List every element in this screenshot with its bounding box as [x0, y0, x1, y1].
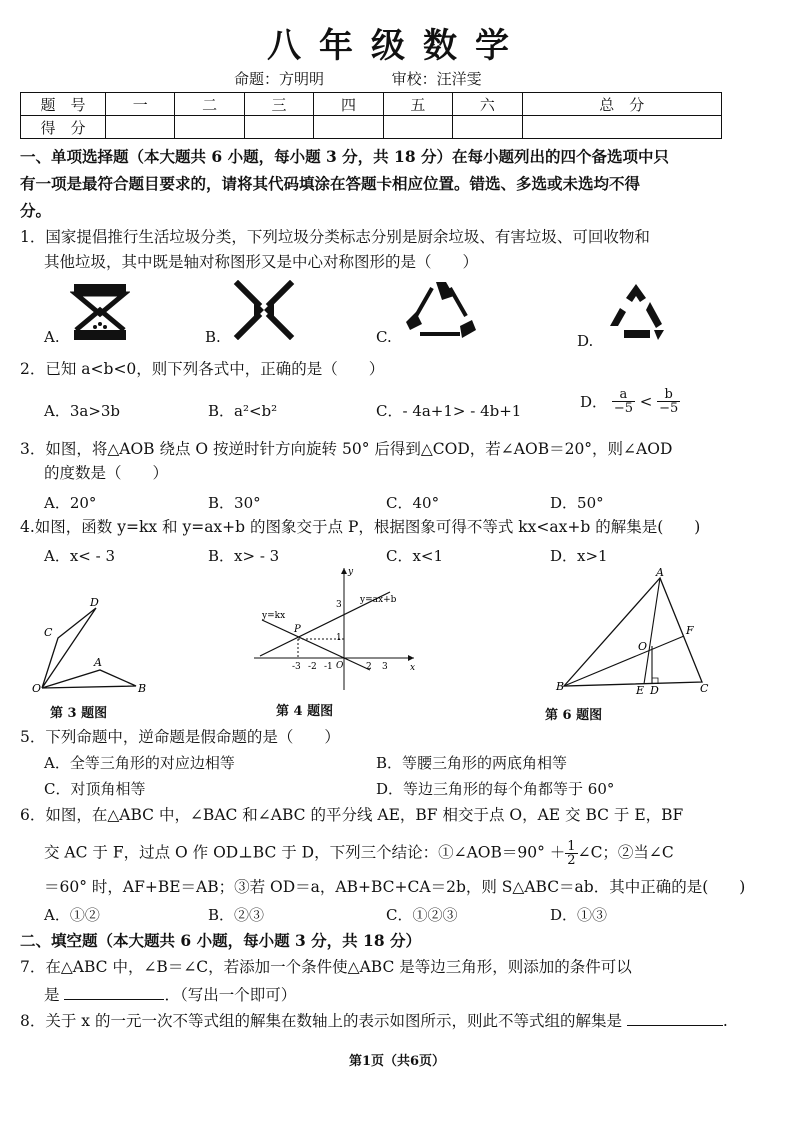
- q1-option-c: C.: [376, 328, 392, 346]
- q8-stem-end: .: [722, 1012, 728, 1030]
- fig6-label-e: E: [636, 684, 645, 696]
- page-footer: 第1页（共6页）: [348, 1054, 446, 1069]
- score-input-cell[interactable]: [244, 116, 313, 139]
- figure-3: [30, 592, 160, 700]
- q1-option-b: B.: [205, 328, 221, 346]
- score-cell: 六: [453, 93, 522, 116]
- fig4-tick: 3: [382, 662, 388, 672]
- fig4-axis-x: x: [410, 663, 416, 673]
- fig6-label-d: D: [650, 684, 659, 696]
- reviewer: 审校：汪洋雯: [391, 70, 482, 88]
- score-table: [20, 92, 722, 139]
- author-line: [234, 68, 486, 89]
- numerator: b: [657, 388, 680, 402]
- fig3-caption: 第 3 题图: [50, 706, 108, 721]
- fig4-tick: -2: [308, 662, 317, 672]
- q2-stem: 2．已知 a<b<0，则下列各式中，正确的是（ ）: [20, 360, 385, 378]
- fig6-label-a: A: [656, 566, 664, 579]
- score-cell: 五: [383, 93, 452, 116]
- q1-stem: 其他垃圾，其中既是轴对称图形又是中心对称图形的是（ ）: [44, 253, 479, 271]
- q2-d-label: D．: [580, 393, 608, 411]
- q2-option-c: C．- 4a+1> - 4b+1: [376, 402, 522, 420]
- q2-option-d: [580, 388, 680, 415]
- score-input-cell[interactable]: [383, 116, 452, 139]
- q8-answer-blank[interactable]: [627, 1011, 723, 1026]
- score-input-cell[interactable]: [453, 116, 522, 139]
- fig6-label-c: C: [700, 682, 709, 695]
- score-cell: 得 分: [21, 116, 106, 139]
- score-input-cell[interactable]: [314, 116, 383, 139]
- q6-stem: [44, 840, 674, 867]
- q3-stem: 的度数是（ ）: [44, 464, 169, 482]
- score-cell: 三: [244, 93, 313, 116]
- score-cell: 总 分: [522, 93, 721, 116]
- q2-fraction: [612, 388, 635, 415]
- q3-option-b: B．30°: [208, 494, 261, 512]
- q6-option-a: A．①②: [44, 906, 100, 924]
- fig4-caption: 第 4 题图: [276, 704, 334, 719]
- q6-stem: ＝60° 时，AF+BE＝AB；③若 OD＝a，AB+BC+CA＝2b，则 S△ABC＝ab．其中正确的是( ): [44, 878, 746, 896]
- score-input-cell[interactable]: [522, 116, 721, 139]
- q6-stem-part: 交 AC 于 F，过点 O 作 OD⊥BC 于 D，下列三个结论：①∠AOB＝90° ＋: [44, 843, 566, 862]
- denominator: −5: [613, 401, 633, 416]
- q7-stem-part: 是: [44, 986, 60, 1004]
- less-than: <: [639, 392, 653, 411]
- numerator: a: [612, 388, 635, 402]
- q3-option-a: A．20°: [44, 494, 97, 512]
- section1-header: 有一项是最符合题目要求的，请将其代码填涂在答题卡相应位置。错选、多选或未选均不得: [20, 174, 641, 193]
- other-waste-icon: [606, 280, 668, 344]
- kitchen-waste-icon: [70, 280, 130, 342]
- q3-option-c: C．40°: [386, 494, 440, 512]
- q2-fraction: [657, 388, 680, 415]
- q7-answer-blank[interactable]: [64, 985, 164, 1000]
- q5-option-d: D．等边三角形的每个角都等于 60°: [376, 780, 615, 798]
- q1-stem: 1．国家提倡推行生活垃圾分类，下列垃圾分类标志分别是厨余垃圾、有害垃圾、可回收物和: [20, 228, 650, 246]
- fig4-tick: -1: [324, 662, 333, 672]
- score-cell: 题 号: [21, 93, 106, 116]
- q6-stem-part: ∠C；②当∠C: [577, 843, 674, 862]
- score-table-header-row: [21, 93, 722, 116]
- fig4-axis-y: y: [348, 567, 354, 577]
- score-input-cell[interactable]: [175, 116, 244, 139]
- fig4-tick: 3: [336, 600, 342, 610]
- q2-option-a: A．3a>3b: [44, 402, 121, 420]
- q6-stem: 6．如图，在△ABC 中，∠BAC 和∠ABC 的平分线 AE，BF 相交于点 O，AE 交 BC 于 E，BF: [20, 806, 684, 824]
- q7-stem: [44, 984, 296, 1006]
- fig6-caption: 第 6 题图: [545, 708, 603, 723]
- fig3-label-a: A: [94, 656, 102, 669]
- q5-option-b: B．等腰三角形的两底角相等: [376, 754, 568, 772]
- figure-6: [552, 566, 722, 696]
- q7-stem-part: ．（写出一个即可）: [164, 986, 297, 1004]
- q7-stem: 7．在△ABC 中，∠B＝∠C，若添加一个条件使△ABC 是等边三角形，则添加的条件可以: [20, 958, 632, 976]
- q6-option-b: B．②③: [208, 906, 265, 924]
- section1-header: 分。: [20, 201, 52, 220]
- fig4-line-label-1: y=ax+b: [360, 595, 397, 605]
- fig4-line-label-2: y=kx: [262, 611, 286, 621]
- denominator: −5: [659, 401, 679, 416]
- q5-option-c: C．对顶角相等: [44, 780, 146, 798]
- fig6-label-b: B: [556, 680, 565, 693]
- fig4-tick: -3: [292, 662, 301, 672]
- fig6-label-f: F: [686, 624, 694, 637]
- q3-stem: 3．如图，将△AOB 绕点 O 按逆时针方向旋转 50° 后得到△COD，若∠AOB＝20°，则∠AOD: [20, 440, 673, 458]
- q3-option-d: D．50°: [550, 494, 604, 512]
- numerator: 1: [567, 839, 576, 854]
- section1-header: 一、单项选择题（本大题共 6 小题，每小题 3 分，共 18 分）在每小题列出的四个备选项中只: [20, 147, 670, 166]
- q1-option-a: A.: [44, 328, 60, 346]
- q8-stem-part: 8．关于 x 的一元一次不等式组的解集在数轴上的表示如图所示，则此不等式组的解集是: [20, 1012, 622, 1030]
- q1-option-d: D.: [577, 332, 594, 350]
- q4-option-a: A．x< - 3: [44, 547, 116, 565]
- q6-fraction: [565, 840, 577, 867]
- fig3-label-b: B: [138, 682, 147, 695]
- fig4-origin: O: [336, 661, 344, 671]
- q8-stem: [20, 1010, 728, 1032]
- fig4-label-p: P: [294, 624, 301, 635]
- fig4-tick: 2: [366, 662, 372, 672]
- fig3-label-d: D: [90, 596, 99, 609]
- score-cell: 二: [175, 93, 244, 116]
- q6-option-d: D．①③: [550, 906, 608, 924]
- section2-header: 二、填空题（本大题共 6 小题，每小题 3 分，共 18 分）: [20, 931, 422, 950]
- hazardous-waste-icon: [232, 280, 296, 340]
- q4-option-d: D．x>1: [550, 547, 608, 565]
- fig4-tick: 1: [336, 633, 342, 643]
- score-cell: 一: [106, 93, 175, 116]
- q4-option-b: B．x> - 3: [208, 547, 280, 565]
- score-input-cell[interactable]: [106, 116, 175, 139]
- fig3-label-c: C: [44, 626, 53, 639]
- q5-option-a: A．全等三角形的对应边相等: [44, 754, 235, 772]
- figure-4: [250, 562, 420, 694]
- fig3-label-o: O: [32, 682, 42, 695]
- q5-stem: 5．下列命题中，逆命题是假命题的是（ ）: [20, 728, 340, 746]
- q4-stem: 4.如图，函数 y=kx 和 y=ax+b 的图象交于点 P，根据图象可得不等式 kx<ax+b 的解集是( ): [20, 518, 701, 536]
- q4-option-c: C．x<1: [386, 547, 444, 565]
- score-cell: 四: [314, 93, 383, 116]
- q6-option-c: C．①②③: [386, 906, 458, 924]
- q2-option-b: B．a²<b²: [208, 402, 278, 420]
- page-title: 八年级数学: [267, 26, 527, 66]
- setter: 命题：方明明: [234, 70, 325, 88]
- score-table-score-row: [21, 116, 722, 139]
- fig6-label-o: O: [638, 640, 648, 653]
- denominator: 2: [567, 853, 576, 868]
- recyclable-icon: [402, 278, 480, 344]
